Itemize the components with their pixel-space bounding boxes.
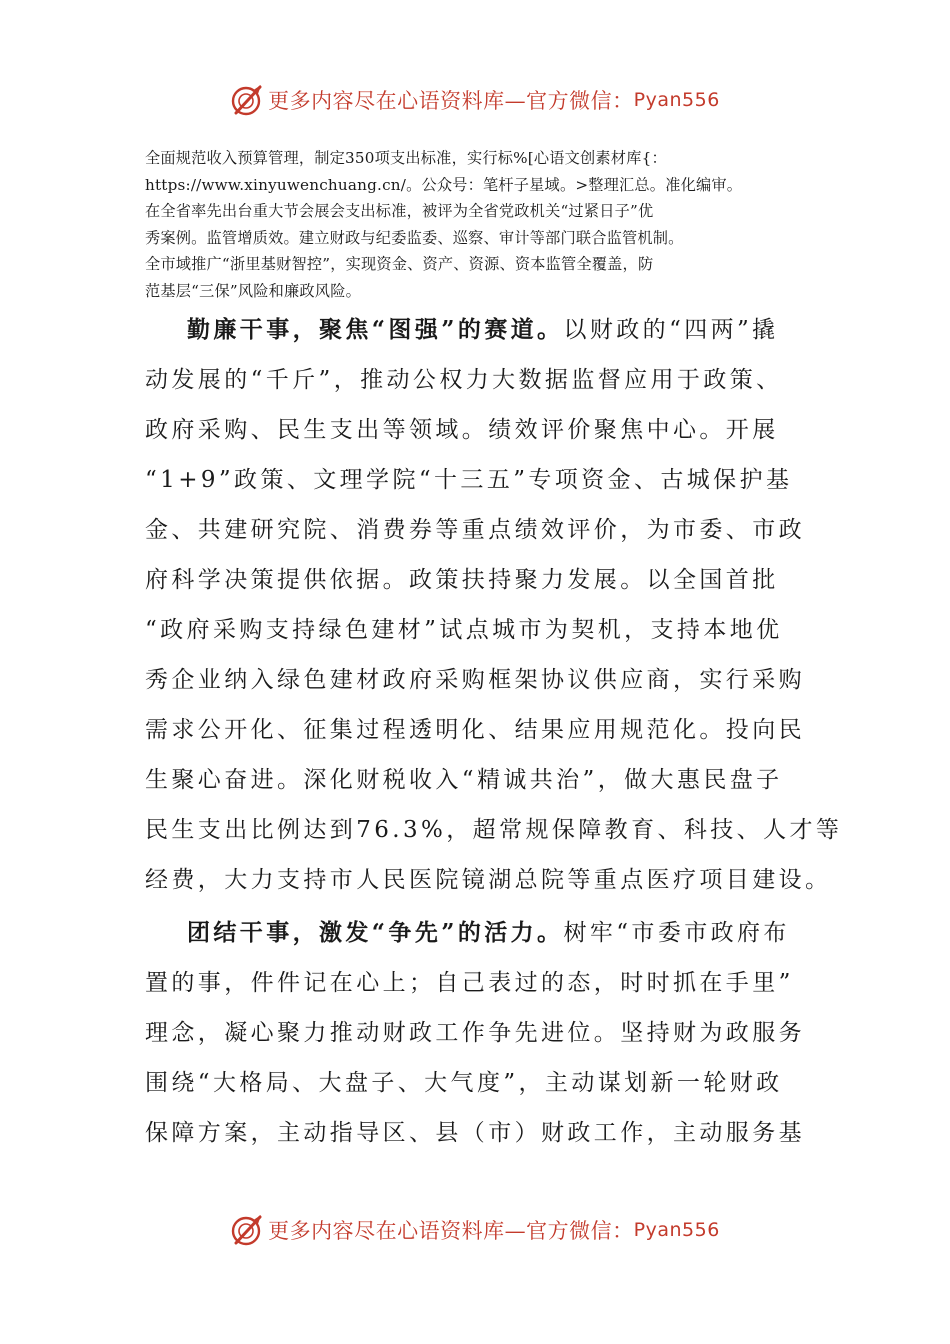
text-line: 全市域推广“浙里基财智控”，实现资金、资产、资源、资本监管全覆盖，防 xyxy=(145,255,654,274)
text-line: 范基层“三保”风险和廉政风险。 xyxy=(145,281,361,300)
footer-banner xyxy=(0,1210,950,1250)
text-line: 政府采购、民生支出等领域。绩效评价聚焦中心。开展 xyxy=(145,417,779,443)
banner-text: 更多内容尽在心语资料库—官方微信： xyxy=(268,89,634,113)
text-line: “政府采购支持绿色建材”试点城市为契机，支持本地优 xyxy=(145,617,783,643)
text-line: 民生支出比例达到76.3%，超常规保障教育、科技、人才等 xyxy=(145,817,843,843)
top-paragraph xyxy=(145,145,815,305)
paragraph-text: 树牢“市委市政府布 xyxy=(563,920,790,946)
text-line: 全面规范收入预算管理，制定350项支出标准，实行标%[心语文创素材库{： xyxy=(145,149,667,167)
text-line: 需求公开化、征集过程透明化、结果应用规范化。投向民 xyxy=(145,717,805,743)
banner-wechat-id: Pyan556 xyxy=(633,1219,720,1241)
text-line: 保障方案，主动指导区、县（市）财政工作，主动服务基 xyxy=(145,1120,805,1146)
paragraph-text: 以财政的“四两”撬 xyxy=(563,317,779,343)
text-line: 金、共建研究院、消费券等重点绩效评价，为市委、市政 xyxy=(145,517,805,543)
paragraph-heading: 勤廉干事，聚焦“图强”的赛道。 xyxy=(187,316,564,343)
text-line: 置的事，件件记在心上；自己表过的态，时时抓在手里” xyxy=(145,970,794,996)
text-line: 府科学决策提供依据。政策扶持聚力发展。以全国首批 xyxy=(145,567,779,593)
paragraph-first-line xyxy=(145,908,810,958)
paragraph-heading: 团结干事，激发“争先”的活力。 xyxy=(187,919,564,946)
header-banner xyxy=(0,80,950,120)
banner-wechat-id: Pyan556 xyxy=(633,89,720,111)
paragraph-first-line xyxy=(145,305,810,355)
text-line: 动发展的“千斤”，推动公权力大数据监督应用于政策、 xyxy=(145,367,783,393)
brush-logo-icon xyxy=(230,1213,264,1247)
text-line: 经费，大力支持市人民医院镜湖总院等重点医疗项目建设。 xyxy=(145,867,832,893)
paragraph-2 xyxy=(145,908,810,1158)
text-line: 在全省率先出台重大节会展会支出标准，被评为全省党政机关“过紧日子”优 xyxy=(145,202,654,221)
text-line: 理念，凝心聚力推动财政工作争先进位。坚持财为政服务 xyxy=(145,1020,805,1046)
text-line: 围绕“大格局、大盘子、大气度”，主动谋划新一轮财政 xyxy=(145,1070,783,1096)
brush-logo-icon xyxy=(230,83,264,117)
text-line: 生聚心奋进。深化财税收入“精诚共治”，做大惠民盘子 xyxy=(145,767,783,793)
text-line: “1+9”政策、文理学院“十三五”专项资金、古城保护基 xyxy=(145,467,793,493)
text-line: 秀案例。监管增质效。建立财政与纪委监委、巡察、审计等部门联合监管机制。 xyxy=(145,228,684,247)
banner-text: 更多内容尽在心语资料库—官方微信： xyxy=(268,1219,634,1243)
text-line: 秀企业纳入绿色建材政府采购框架协议供应商，实行采购 xyxy=(145,667,805,693)
text-line: https://www.xinyuwenchuang.cn/。公众号：笔杆子星域。>整理汇总。准化编审。 xyxy=(145,175,743,194)
paragraph-1 xyxy=(145,305,843,905)
